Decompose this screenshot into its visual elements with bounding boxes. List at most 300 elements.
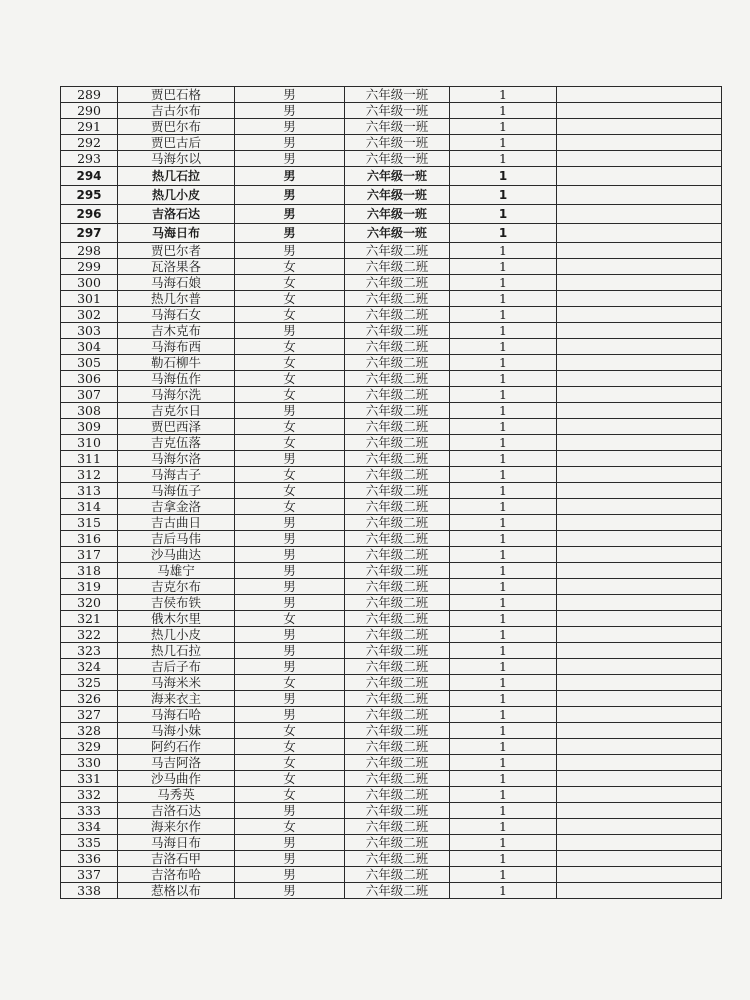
row-number-cell: 310	[61, 435, 118, 451]
count-cell: 1	[450, 803, 557, 819]
note-cell	[557, 403, 722, 419]
count-cell: 1	[450, 499, 557, 515]
gender-cell: 女	[235, 819, 345, 835]
class-cell: 六年级二班	[345, 403, 450, 419]
row-number-cell: 298	[61, 243, 118, 259]
row-number-cell: 313	[61, 483, 118, 499]
table-row	[61, 275, 722, 291]
table-row	[61, 595, 722, 611]
count-cell: 1	[450, 483, 557, 499]
table-row	[61, 186, 722, 205]
gender-cell: 女	[235, 467, 345, 483]
gender-cell: 男	[235, 547, 345, 563]
student-roster-table	[60, 86, 722, 899]
gender-cell: 男	[235, 151, 345, 167]
class-cell: 六年级二班	[345, 307, 450, 323]
row-number-cell: 333	[61, 803, 118, 819]
student-name-cell: 马海尔洗	[118, 387, 235, 403]
note-cell	[557, 167, 722, 186]
gender-cell: 男	[235, 691, 345, 707]
count-cell: 1	[450, 275, 557, 291]
row-number-cell: 326	[61, 691, 118, 707]
row-number-cell: 323	[61, 643, 118, 659]
row-number-cell: 337	[61, 867, 118, 883]
count-cell: 1	[450, 119, 557, 135]
note-cell	[557, 119, 722, 135]
table-row	[61, 739, 722, 755]
class-cell: 六年级二班	[345, 867, 450, 883]
note-cell	[557, 135, 722, 151]
row-number-cell: 330	[61, 755, 118, 771]
row-number-cell: 316	[61, 531, 118, 547]
row-number-cell: 329	[61, 739, 118, 755]
class-cell: 六年级二班	[345, 259, 450, 275]
count-cell: 1	[450, 819, 557, 835]
student-name-cell: 吉古曲日	[118, 515, 235, 531]
gender-cell: 女	[235, 419, 345, 435]
student-name-cell: 惹格以布	[118, 883, 235, 899]
class-cell: 六年级一班	[345, 205, 450, 224]
table-row	[61, 499, 722, 515]
student-name-cell: 马海小妹	[118, 723, 235, 739]
table-row	[61, 224, 722, 243]
table-row	[61, 387, 722, 403]
count-cell: 1	[450, 515, 557, 531]
table-row	[61, 135, 722, 151]
table-row	[61, 339, 722, 355]
student-name-cell: 热几尔普	[118, 291, 235, 307]
table-row	[61, 675, 722, 691]
student-name-cell: 热几石拉	[118, 167, 235, 186]
count-cell: 1	[450, 659, 557, 675]
gender-cell: 女	[235, 339, 345, 355]
class-cell: 六年级二班	[345, 803, 450, 819]
student-name-cell: 马海日布	[118, 835, 235, 851]
gender-cell: 男	[235, 224, 345, 243]
row-number-cell: 327	[61, 707, 118, 723]
count-cell: 1	[450, 387, 557, 403]
class-cell: 六年级二班	[345, 675, 450, 691]
row-number-cell: 324	[61, 659, 118, 675]
gender-cell: 男	[235, 579, 345, 595]
gender-cell: 女	[235, 387, 345, 403]
gender-cell: 男	[235, 205, 345, 224]
student-name-cell: 沙马曲达	[118, 547, 235, 563]
class-cell: 六年级一班	[345, 87, 450, 103]
count-cell: 1	[450, 643, 557, 659]
count-cell: 1	[450, 323, 557, 339]
note-cell	[557, 387, 722, 403]
table-row	[61, 403, 722, 419]
class-cell: 六年级二班	[345, 467, 450, 483]
student-name-cell: 吉洛石达	[118, 205, 235, 224]
student-name-cell: 马秀英	[118, 787, 235, 803]
class-cell: 六年级二班	[345, 371, 450, 387]
row-number-cell: 321	[61, 611, 118, 627]
row-number-cell: 294	[61, 167, 118, 186]
student-name-cell: 吉拿金洛	[118, 499, 235, 515]
note-cell	[557, 707, 722, 723]
count-cell: 1	[450, 531, 557, 547]
note-cell	[557, 771, 722, 787]
count-cell: 1	[450, 883, 557, 899]
row-number-cell: 314	[61, 499, 118, 515]
student-name-cell: 马雄宁	[118, 563, 235, 579]
count-cell: 1	[450, 87, 557, 103]
count-cell: 1	[450, 835, 557, 851]
row-number-cell: 328	[61, 723, 118, 739]
row-number-cell: 290	[61, 103, 118, 119]
table-row	[61, 803, 722, 819]
count-cell: 1	[450, 135, 557, 151]
class-cell: 六年级二班	[345, 323, 450, 339]
gender-cell: 女	[235, 275, 345, 291]
note-cell	[557, 151, 722, 167]
class-cell: 六年级二班	[345, 595, 450, 611]
count-cell: 1	[450, 259, 557, 275]
note-cell	[557, 451, 722, 467]
row-number-cell: 338	[61, 883, 118, 899]
note-cell	[557, 435, 722, 451]
row-number-cell: 311	[61, 451, 118, 467]
count-cell: 1	[450, 723, 557, 739]
table-row	[61, 259, 722, 275]
row-number-cell: 319	[61, 579, 118, 595]
note-cell	[557, 259, 722, 275]
note-cell	[557, 87, 722, 103]
note-cell	[557, 851, 722, 867]
count-cell: 1	[450, 771, 557, 787]
table-row	[61, 483, 722, 499]
row-number-cell: 292	[61, 135, 118, 151]
count-cell: 1	[450, 403, 557, 419]
count-cell: 1	[450, 627, 557, 643]
table-row	[61, 119, 722, 135]
gender-cell: 男	[235, 659, 345, 675]
count-cell: 1	[450, 151, 557, 167]
class-cell: 六年级二班	[345, 547, 450, 563]
count-cell: 1	[450, 451, 557, 467]
row-number-cell: 309	[61, 419, 118, 435]
row-number-cell: 335	[61, 835, 118, 851]
row-number-cell: 322	[61, 627, 118, 643]
class-cell: 六年级二班	[345, 563, 450, 579]
table-row	[61, 87, 722, 103]
gender-cell: 男	[235, 167, 345, 186]
student-name-cell: 阿约石作	[118, 739, 235, 755]
student-name-cell: 吉克伍落	[118, 435, 235, 451]
note-cell	[557, 723, 722, 739]
table-row	[61, 435, 722, 451]
gender-cell: 男	[235, 867, 345, 883]
gender-cell: 男	[235, 595, 345, 611]
gender-cell: 男	[235, 627, 345, 643]
class-cell: 六年级一班	[345, 224, 450, 243]
note-cell	[557, 611, 722, 627]
class-cell: 六年级二班	[345, 739, 450, 755]
gender-cell: 女	[235, 787, 345, 803]
row-number-cell: 295	[61, 186, 118, 205]
table-row	[61, 291, 722, 307]
row-number-cell: 297	[61, 224, 118, 243]
student-name-cell: 吉洛布哈	[118, 867, 235, 883]
student-name-cell: 马海古子	[118, 467, 235, 483]
gender-cell: 男	[235, 835, 345, 851]
count-cell: 1	[450, 291, 557, 307]
note-cell	[557, 483, 722, 499]
count-cell: 1	[450, 851, 557, 867]
class-cell: 六年级二班	[345, 579, 450, 595]
note-cell	[557, 243, 722, 259]
class-cell: 六年级二班	[345, 627, 450, 643]
student-name-cell: 贾巴石格	[118, 87, 235, 103]
class-cell: 六年级二班	[345, 771, 450, 787]
count-cell: 1	[450, 579, 557, 595]
class-cell: 六年级二班	[345, 275, 450, 291]
gender-cell: 女	[235, 307, 345, 323]
class-cell: 六年级一班	[345, 135, 450, 151]
row-number-cell: 332	[61, 787, 118, 803]
count-cell: 1	[450, 611, 557, 627]
row-number-cell: 304	[61, 339, 118, 355]
count-cell: 1	[450, 307, 557, 323]
gender-cell: 女	[235, 755, 345, 771]
note-cell	[557, 627, 722, 643]
class-cell: 六年级二班	[345, 883, 450, 899]
class-cell: 六年级二班	[345, 499, 450, 515]
class-cell: 六年级二班	[345, 483, 450, 499]
table-row	[61, 151, 722, 167]
row-number-cell: 306	[61, 371, 118, 387]
note-cell	[557, 371, 722, 387]
note-cell	[557, 323, 722, 339]
student-name-cell: 贾巴尔布	[118, 119, 235, 135]
note-cell	[557, 691, 722, 707]
class-cell: 六年级二班	[345, 819, 450, 835]
row-number-cell: 289	[61, 87, 118, 103]
row-number-cell: 307	[61, 387, 118, 403]
class-cell: 六年级二班	[345, 659, 450, 675]
table-row	[61, 627, 722, 643]
gender-cell: 女	[235, 371, 345, 387]
table-row	[61, 883, 722, 899]
gender-cell: 男	[235, 87, 345, 103]
class-cell: 六年级一班	[345, 119, 450, 135]
row-number-cell: 312	[61, 467, 118, 483]
note-cell	[557, 186, 722, 205]
student-name-cell: 吉古尔布	[118, 103, 235, 119]
row-number-cell: 325	[61, 675, 118, 691]
student-name-cell: 吉后马伟	[118, 531, 235, 547]
note-cell	[557, 419, 722, 435]
table-row	[61, 205, 722, 224]
class-cell: 六年级一班	[345, 167, 450, 186]
note-cell	[557, 787, 722, 803]
gender-cell: 男	[235, 119, 345, 135]
class-cell: 六年级一班	[345, 103, 450, 119]
student-name-cell: 吉克尔日	[118, 403, 235, 419]
gender-cell: 女	[235, 771, 345, 787]
class-cell: 六年级二班	[345, 387, 450, 403]
gender-cell: 男	[235, 643, 345, 659]
class-cell: 六年级二班	[345, 419, 450, 435]
student-name-cell: 马海石哈	[118, 707, 235, 723]
class-cell: 六年级二班	[345, 691, 450, 707]
row-number-cell: 336	[61, 851, 118, 867]
note-cell	[557, 224, 722, 243]
table-row	[61, 103, 722, 119]
student-name-cell: 吉侯布铁	[118, 595, 235, 611]
row-number-cell: 320	[61, 595, 118, 611]
class-cell: 六年级二班	[345, 851, 450, 867]
student-name-cell: 马海日布	[118, 224, 235, 243]
note-cell	[557, 739, 722, 755]
note-cell	[557, 531, 722, 547]
count-cell: 1	[450, 675, 557, 691]
count-cell: 1	[450, 243, 557, 259]
note-cell	[557, 355, 722, 371]
table-row	[61, 323, 722, 339]
count-cell: 1	[450, 691, 557, 707]
note-cell	[557, 659, 722, 675]
table-row	[61, 467, 722, 483]
count-cell: 1	[450, 186, 557, 205]
count-cell: 1	[450, 707, 557, 723]
note-cell	[557, 275, 722, 291]
count-cell: 1	[450, 205, 557, 224]
note-cell	[557, 883, 722, 899]
note-cell	[557, 835, 722, 851]
gender-cell: 女	[235, 675, 345, 691]
class-cell: 六年级一班	[345, 186, 450, 205]
row-number-cell: 334	[61, 819, 118, 835]
student-name-cell: 热几小皮	[118, 186, 235, 205]
student-name-cell: 热几石拉	[118, 643, 235, 659]
note-cell	[557, 291, 722, 307]
count-cell: 1	[450, 103, 557, 119]
student-name-cell: 俄木尔里	[118, 611, 235, 627]
gender-cell: 女	[235, 291, 345, 307]
class-cell: 六年级二班	[345, 435, 450, 451]
gender-cell: 女	[235, 739, 345, 755]
gender-cell: 男	[235, 851, 345, 867]
count-cell: 1	[450, 435, 557, 451]
class-cell: 六年级二班	[345, 755, 450, 771]
gender-cell: 女	[235, 259, 345, 275]
count-cell: 1	[450, 787, 557, 803]
count-cell: 1	[450, 339, 557, 355]
row-number-cell: 305	[61, 355, 118, 371]
count-cell: 1	[450, 563, 557, 579]
row-number-cell: 296	[61, 205, 118, 224]
count-cell: 1	[450, 547, 557, 563]
table-row	[61, 243, 722, 259]
class-cell: 六年级二班	[345, 515, 450, 531]
gender-cell: 男	[235, 803, 345, 819]
table-row	[61, 707, 722, 723]
gender-cell: 男	[235, 135, 345, 151]
student-name-cell: 贾巴尔者	[118, 243, 235, 259]
class-cell: 六年级二班	[345, 291, 450, 307]
class-cell: 六年级一班	[345, 151, 450, 167]
gender-cell: 男	[235, 323, 345, 339]
student-name-cell: 马海伍子	[118, 483, 235, 499]
row-number-cell: 299	[61, 259, 118, 275]
table-row	[61, 755, 722, 771]
note-cell	[557, 867, 722, 883]
gender-cell: 男	[235, 186, 345, 205]
row-number-cell: 308	[61, 403, 118, 419]
gender-cell: 男	[235, 707, 345, 723]
table-row	[61, 515, 722, 531]
gender-cell: 女	[235, 611, 345, 627]
row-number-cell: 318	[61, 563, 118, 579]
row-number-cell: 300	[61, 275, 118, 291]
count-cell: 1	[450, 739, 557, 755]
table-row	[61, 659, 722, 675]
student-name-cell: 瓦洛果各	[118, 259, 235, 275]
row-number-cell: 317	[61, 547, 118, 563]
table-row	[61, 451, 722, 467]
student-name-cell: 吉洛石达	[118, 803, 235, 819]
table-row	[61, 371, 722, 387]
count-cell: 1	[450, 167, 557, 186]
table-row	[61, 835, 722, 851]
gender-cell: 男	[235, 883, 345, 899]
class-cell: 六年级二班	[345, 643, 450, 659]
gender-cell: 男	[235, 563, 345, 579]
count-cell: 1	[450, 419, 557, 435]
row-number-cell: 302	[61, 307, 118, 323]
table-row	[61, 547, 722, 563]
note-cell	[557, 467, 722, 483]
student-name-cell: 勒石柳牛	[118, 355, 235, 371]
student-name-cell: 马海米米	[118, 675, 235, 691]
note-cell	[557, 675, 722, 691]
row-number-cell: 291	[61, 119, 118, 135]
class-cell: 六年级二班	[345, 723, 450, 739]
student-name-cell: 吉后子布	[118, 659, 235, 675]
note-cell	[557, 307, 722, 323]
table-row	[61, 531, 722, 547]
class-cell: 六年级二班	[345, 339, 450, 355]
table-row	[61, 611, 722, 627]
table-row	[61, 819, 722, 835]
gender-cell: 女	[235, 355, 345, 371]
table-row	[61, 723, 722, 739]
gender-cell: 男	[235, 451, 345, 467]
count-cell: 1	[450, 755, 557, 771]
note-cell	[557, 339, 722, 355]
row-number-cell: 303	[61, 323, 118, 339]
student-name-cell: 贾巴古后	[118, 135, 235, 151]
student-name-cell: 海来尔作	[118, 819, 235, 835]
count-cell: 1	[450, 371, 557, 387]
table-row	[61, 771, 722, 787]
class-cell: 六年级二班	[345, 531, 450, 547]
class-cell: 六年级二班	[345, 243, 450, 259]
table-row	[61, 167, 722, 186]
student-name-cell: 马海尔洛	[118, 451, 235, 467]
note-cell	[557, 643, 722, 659]
student-name-cell: 马吉阿洛	[118, 755, 235, 771]
gender-cell: 女	[235, 435, 345, 451]
student-name-cell: 吉洛石甲	[118, 851, 235, 867]
table-row	[61, 643, 722, 659]
class-cell: 六年级二班	[345, 451, 450, 467]
row-number-cell: 301	[61, 291, 118, 307]
note-cell	[557, 205, 722, 224]
